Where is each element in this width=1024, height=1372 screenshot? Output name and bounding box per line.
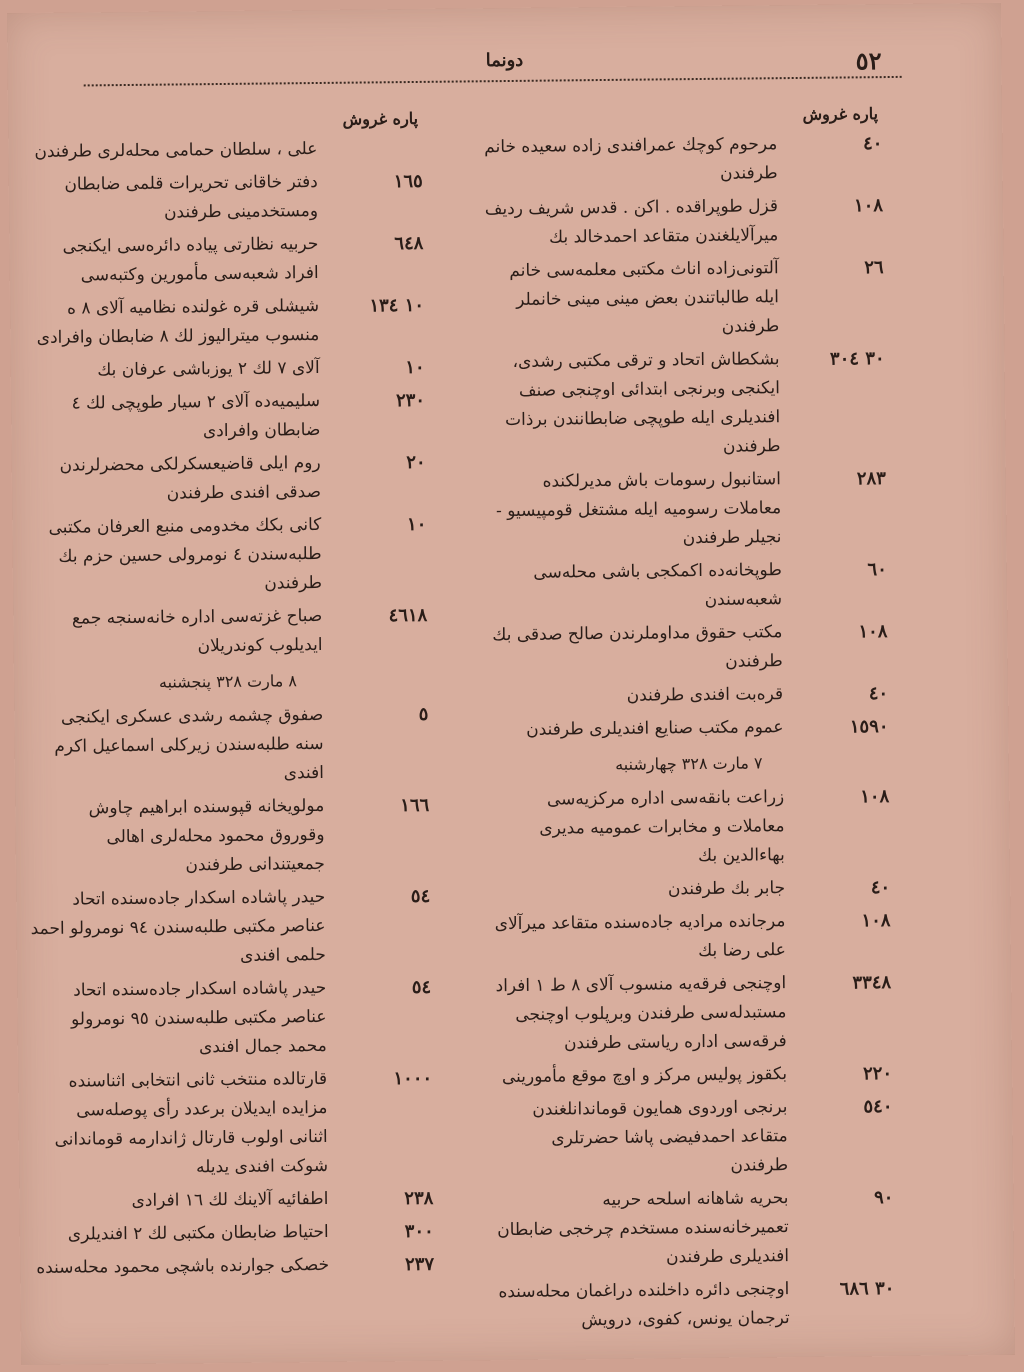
entry-list xyxy=(489,782,895,1336)
entry-amount: ١٠٨ xyxy=(861,910,891,932)
ledger-entry xyxy=(487,617,888,679)
entry-description: كانى بكك مخدومى منبع العرفان مكتبى طلبه‌سندن ٤ نومرولى حسين حزم بك طرفندن xyxy=(48,514,323,594)
entry-amount: ٤٠ xyxy=(870,877,891,899)
ledger-entry xyxy=(488,679,888,712)
entry-description: مرجانده مراديه جاده‌سنده متقاعد ميرآلاى على رضا بك xyxy=(494,911,786,962)
entry-amount: ٣٠ ٦٨٦ xyxy=(839,1278,895,1300)
entry-description: دفتر خاقانى تحريرات قلمى ضابطان ومستخدمينى طرفندن xyxy=(64,171,319,223)
entry-amount: ١٠٨ xyxy=(860,786,890,808)
ledger-entry xyxy=(486,464,887,555)
entry-amount: ٦٤٨ xyxy=(394,232,424,255)
entry-description: روم ايلى قاضيعسكرلكى محضرلرندن صدقى افندى طرفندن xyxy=(59,452,322,504)
ledger-entry xyxy=(25,386,426,448)
date-line: ٨ مارت ٣٢٨ پنجشنبه xyxy=(158,671,298,692)
entry-amount: ٥٤٠ xyxy=(863,1096,893,1118)
ledger-entry xyxy=(489,782,890,873)
ledger-entry xyxy=(482,129,883,191)
entry-description: حربيه نظارتى پياده دائره‌سى ايكنجى افراد شعبه‌سى مأمورين وكتبه‌سى xyxy=(62,233,319,286)
entry-description: عموم مكتب صنايع افنديلرى طرفندن xyxy=(526,717,784,740)
entry-amount: ١٠ xyxy=(405,356,425,379)
entry-amount: ٥٤ xyxy=(411,976,432,999)
entry-description: مرحوم كوچك عمرافندى زاده سعيده خانم طرفندن xyxy=(484,134,778,184)
ledger-entry xyxy=(488,712,888,745)
entry-amount: ٤٠ xyxy=(862,133,883,155)
entry-list xyxy=(22,134,427,663)
entry-description: طوپخانه‌ده اكمكجى باشى محله‌سى شعبه‌سندن xyxy=(533,560,783,610)
entry-description: بشكطاش اتحاد و ترقى مكتبى رشدى، ايكنجى وبرنجى ابتدائى اوچنجى صنف افنديلرى ايله طوپچى ضابطانندن برذات طرفندن xyxy=(505,349,781,457)
entry-amount: ١٠٨ xyxy=(858,621,888,643)
ledger-entry xyxy=(492,1059,892,1092)
entry-description: صفوق چشمه رشدى عسكرى ايكنجى سنه طلبه‌سندن زيركلى اسماعيل اكرم افندى xyxy=(54,704,325,784)
entry-amount: ١٠ ١٣٤ xyxy=(369,294,425,317)
entry-description: آلتونى‌زاده اناث مكتبى معلمه‌سى خانم ايله طالباتندن بعض مينى مينى خانملر طرفندن xyxy=(509,258,780,337)
column-heading: پاره غروش xyxy=(342,108,419,129)
entry-amount: ٦٠ xyxy=(867,559,887,581)
ledger-entry xyxy=(484,344,885,464)
ledger-entry xyxy=(491,968,892,1059)
entry-description: اوچنجى فرقه‌يه منسوب آلاى ٨ ط ١ افراد مستبدله‌سى طرفندن وبرپلوب اوچنجى فرقه‌سى اداره رياستى طرفندن xyxy=(495,973,787,1054)
entry-amount: ٣٣٤٨ xyxy=(852,972,892,994)
ledger-entry xyxy=(31,973,432,1064)
left-column xyxy=(22,104,434,1287)
entry-description: قارتالده منتخب ثانى انتخابى اثناسنده مزايده ايديلان برعدد رأى پوصله‌سى اثنانى اولوب قارتال ژاندارمه قوماندانى شوكت افندى يديله xyxy=(54,1068,329,1178)
entry-amount: ٤٦١٨ xyxy=(388,604,428,627)
ledger-entry xyxy=(26,448,427,510)
entry-amount xyxy=(332,134,422,135)
entry-description: بكقوز پوليس مركز و اوچ موقع مأمورينى xyxy=(501,1064,788,1088)
entry-description: على ، سلطان حمامى محله‌لرى طرفندن xyxy=(34,138,318,162)
entry-description: مولويخانه قپوسنده ابراهيم چاوش وقوروق محمود محله‌لرى اهالى جمعيتندانى طرفندن xyxy=(88,795,325,876)
entry-description: آلاى ٧ لك ٢ يوزباشى عرفان بك xyxy=(97,357,320,381)
entry-amount: ١٦٥ xyxy=(393,170,423,193)
page-number: ٥٢ xyxy=(855,46,882,76)
date-line: ٧ مارت ٣٢٨ چهارشنبه xyxy=(615,753,763,774)
ledger-entry xyxy=(27,601,428,663)
entry-amount: ١٠٠٠ xyxy=(393,1067,433,1090)
ledger-entry xyxy=(32,1064,433,1184)
ledger-entry xyxy=(490,873,890,906)
ledger-entry xyxy=(34,1250,434,1283)
entry-description: بحريه شاهانه اسلحه حربيه تعميرخانه‌سنده مستخدم چرخجى ضابطان افنديلرى طرفندن xyxy=(497,1188,790,1268)
ledger-entry xyxy=(484,253,885,344)
entry-description: زراعت بانقه‌سى اداره مركزيه‌سى معاملات و مخابرات عموميه مديرى بهاءالدين بك xyxy=(539,787,785,867)
ledger-entry xyxy=(493,1183,894,1274)
entry-description: جابر بك طرفندن xyxy=(667,878,786,900)
ledger-entry xyxy=(23,229,424,291)
entry-description: استانبول رسومات باش مديرلكنده معاملات رسوميه ايله مشتغل قومپيسيو - نجيلر طرفندن xyxy=(495,469,782,549)
entry-description: اوچنجى دائره داخلنده دراغمان محله‌سنده ترجمان يونس، كفوى، درويش xyxy=(498,1279,790,1331)
ledger-entry xyxy=(26,510,427,601)
entry-amount: ٢٣٧ xyxy=(404,1253,435,1276)
entry-amount: ١٦٦ xyxy=(400,794,430,817)
entry-amount: ٥٤ xyxy=(410,885,431,908)
column-heading: پاره غروش xyxy=(802,104,879,124)
entry-amount: ٩٠ xyxy=(873,1187,894,1209)
entry-description: شيشلى قره غولنده نظاميه آلاى ٨ ه منسوب ميتراليوز لك ٨ ضابطان وافرادى xyxy=(36,295,320,348)
ledger-entry xyxy=(492,1092,893,1183)
entry-description: حيدر پاشاده اسكدار جاده‌سنده اتحاد عناصر مكتبى طلبه‌سندن ٩٥ نومرولو محمد جمال افندى xyxy=(70,977,327,1058)
ledger-entry xyxy=(24,291,425,353)
entry-description: احتياط ضابطان مكتبى لك ٢ افنديلرى xyxy=(67,1221,329,1245)
entry-amount: ٢٠ xyxy=(406,451,426,474)
entry-description: برنجى اوردوى همايون قوماندانلغندن متقاعد احمدفيضى پاشا حضرتلرى طرفندن xyxy=(532,1097,789,1176)
entry-amount: ٢٣٠ xyxy=(395,389,426,412)
entry-description: حيدر پاشاده اسكدار جاده‌سنده اتحاد عناصر مكتبى طلبه‌سندن ٩٤ نومرولو احمد حلمى افندى xyxy=(30,886,326,966)
document-page xyxy=(7,3,1015,1365)
ledger-entry xyxy=(30,882,431,973)
entry-amount: ١٥٩٠ xyxy=(849,716,889,738)
entry-description: سليميه‌ده آلاى ٢ سيار طوپچى لك ٤ ضابطان وافرادى xyxy=(71,390,321,442)
entry-list xyxy=(28,700,434,1283)
ledger-entry xyxy=(34,1217,434,1250)
entry-amount: ٢٦ xyxy=(864,257,884,279)
entry-description: خصكى جوارنده باشچى محمود محله‌سنده xyxy=(36,1254,330,1279)
entry-amount: ٤٠ xyxy=(868,683,889,705)
ledger-entry xyxy=(25,353,425,386)
entry-description: قره‌بت افندى طرفندن xyxy=(626,684,784,706)
ledger-entry xyxy=(23,167,424,229)
ledger-entry xyxy=(28,700,429,791)
entry-amount: ١٠٨ xyxy=(853,195,884,217)
entry-amount: ٥ xyxy=(418,703,429,725)
entry-description: صباح غزته‌سى اداره خانه‌سنجه جمع ايديلوب كوندريلان xyxy=(71,605,323,657)
entry-description: مكتب حقوق مداوملرندن صالح صدقى بك طرفندن xyxy=(492,622,783,672)
running-title: دونما xyxy=(485,49,524,72)
entry-description: اطفائيه آلاينك لك ١٦ افرادى xyxy=(131,1188,329,1212)
entry-amount: ٢٣٨ xyxy=(404,1187,434,1210)
ledger-entry xyxy=(483,191,884,253)
entry-amount: ٣٠ ٣٠٤ xyxy=(829,348,885,370)
ledger-entry xyxy=(29,791,430,882)
entry-description: قزل طوپراقده . اكن . قدس شريف رديف ميرآلايلغندن متقاعد احمدخالد بك xyxy=(484,196,779,248)
ledger-entry xyxy=(490,906,891,968)
entry-amount: ٢٨٣ xyxy=(856,468,886,490)
entry-amount: ٢٢٠ xyxy=(862,1063,893,1085)
ledger-entry xyxy=(33,1184,433,1217)
entry-list xyxy=(482,129,888,745)
ledger-entry xyxy=(487,555,888,617)
right-column xyxy=(482,99,895,1340)
ledger-entry xyxy=(22,134,422,167)
entry-amount: ٣٠٠ xyxy=(404,1220,434,1243)
ledger-entry xyxy=(494,1274,895,1336)
entry-amount: ١٠ xyxy=(406,513,427,536)
